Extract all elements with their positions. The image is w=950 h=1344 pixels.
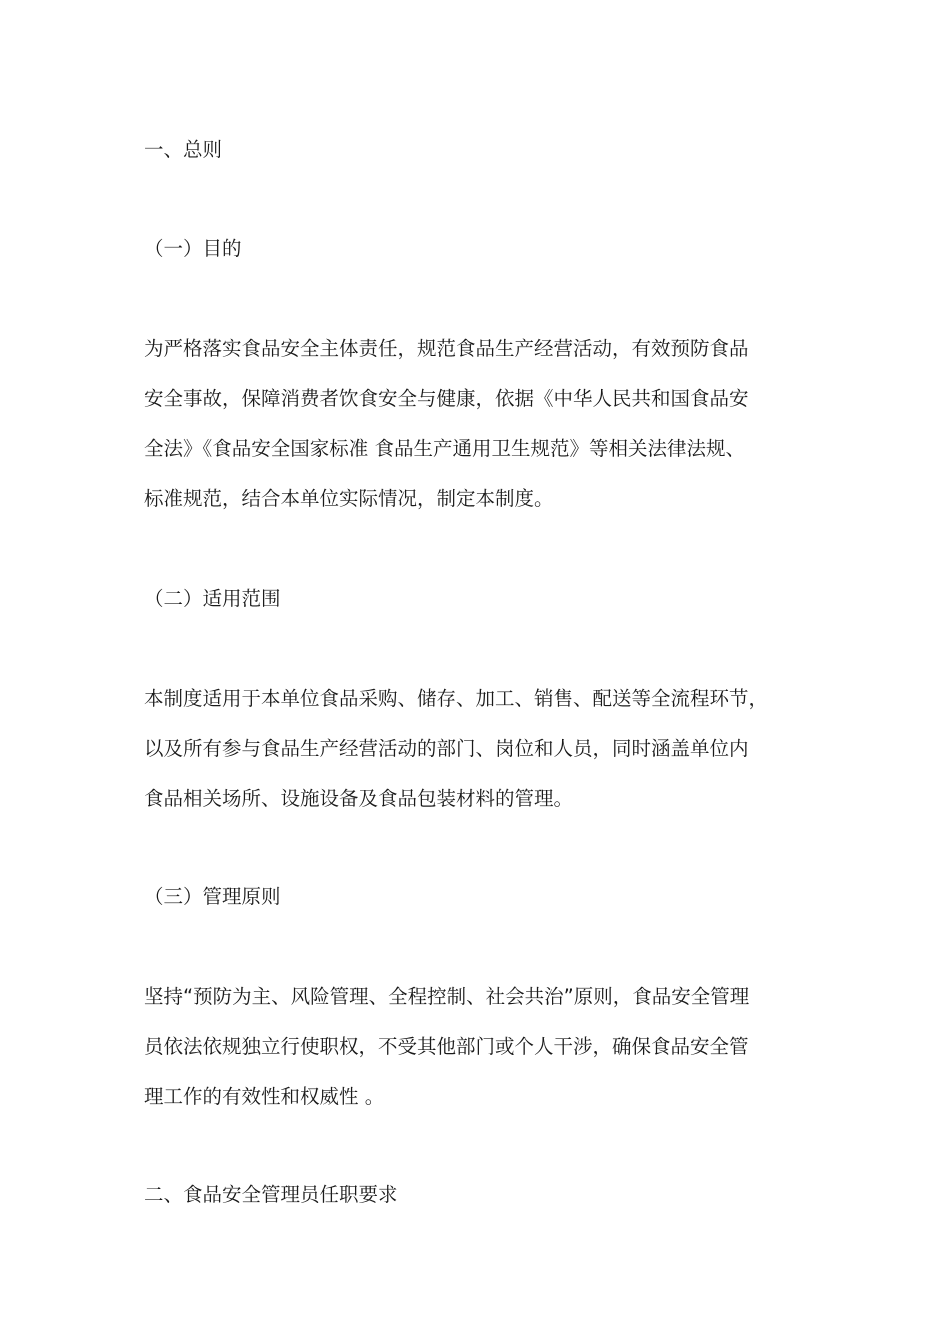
paragraph-line: 标准规范，结合本单位实际情况，制定本制度。 bbox=[144, 487, 554, 510]
scope-paragraph bbox=[144, 674, 824, 824]
paragraph-line: 安全事故，保障消费者饮食安全与健康，依据《中华人民共和国食品安 bbox=[144, 387, 749, 410]
paragraph-line: 全法》《食品安全国家标准 食品生产通用卫生规范》等相关法律法规、 bbox=[144, 437, 745, 460]
paragraph-line: 本制度适用于本单位食品采购、储存、加工、销售、配送等全流程环节， bbox=[144, 687, 769, 710]
paragraph-line: 食品相关场所、设施设备及食品包装材料的管理。 bbox=[144, 787, 574, 810]
principles-paragraph bbox=[144, 972, 824, 1122]
section-heading-general: 一、总则 bbox=[144, 138, 223, 161]
paragraph-line: 以及所有参与食品生产经营活动的部门、岗位和人员，同时涵盖单位内 bbox=[144, 737, 749, 760]
subsection-heading-scope: （二）适用范围 bbox=[144, 587, 281, 610]
paragraph-line: 理工作的有效性和权威性 。 bbox=[144, 1085, 385, 1108]
section-heading-requirements: 二、食品安全管理员任职要求 bbox=[144, 1183, 398, 1206]
paragraph-line: 员依法依规独立行使职权，不受其他部门或个人干涉，确保食品安全管 bbox=[144, 1035, 749, 1058]
purpose-paragraph bbox=[144, 324, 824, 524]
paragraph-line: 坚持“预防为主、风险管理、全程控制、社会共治”原则，食品安全管理 bbox=[144, 985, 750, 1008]
paragraph-line: 为严格落实食品安全主体责任，规范食品生产经营活动，有效预防食品 bbox=[144, 337, 749, 360]
subsection-heading-purpose: （一）目的 bbox=[144, 237, 242, 260]
subsection-heading-principles: （三）管理原则 bbox=[144, 885, 281, 908]
